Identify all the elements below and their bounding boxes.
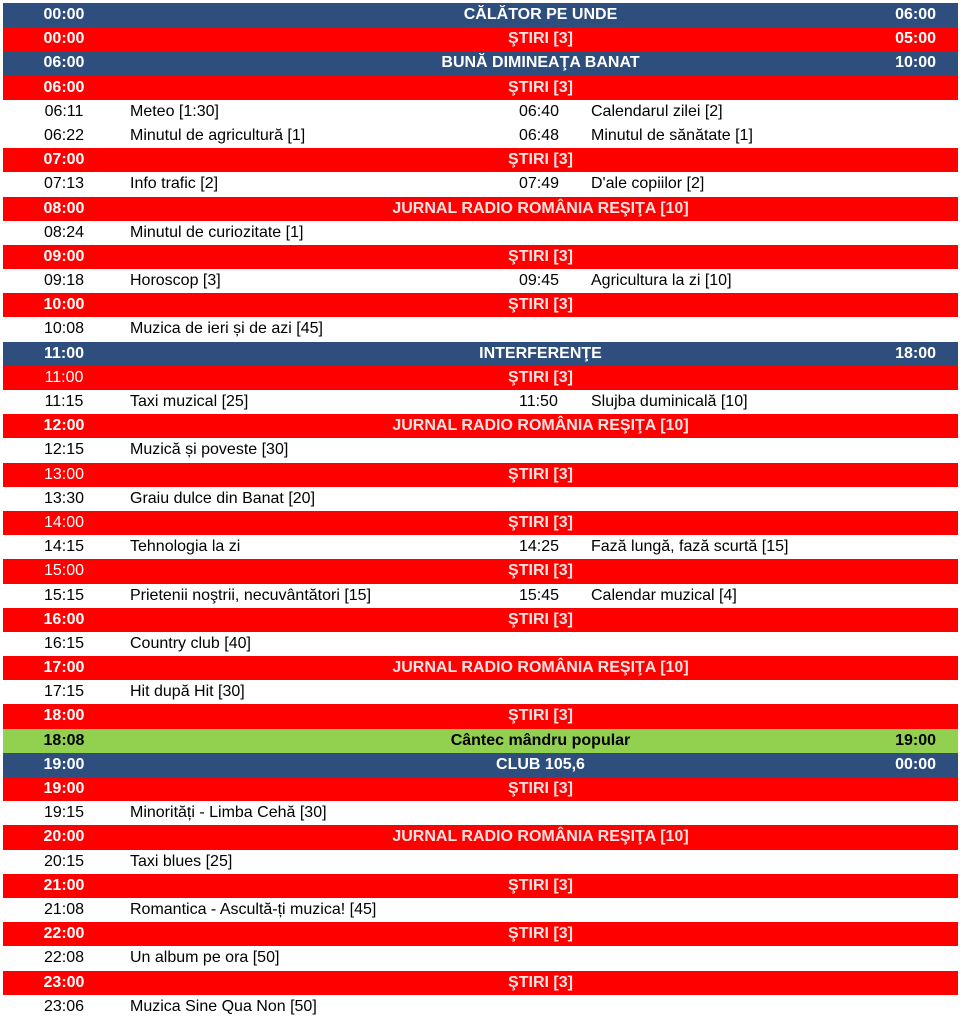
show-title: ŞTIRI [3]	[508, 973, 573, 991]
start-time: 00:00	[43, 30, 85, 48]
item-title: Country club [40]	[130, 634, 251, 652]
item-title-second: Agricultura la zi [10]	[591, 272, 732, 290]
program-item-row	[3, 124, 958, 148]
item-time: 06:22	[43, 126, 85, 144]
news-block-row	[3, 874, 958, 898]
item-time-second: 09:45	[519, 272, 560, 290]
start-time: 12:00	[43, 417, 85, 435]
show-title: Cântec mândru popular	[450, 731, 631, 749]
item-time: 22:08	[43, 949, 85, 967]
news-block-row	[3, 293, 958, 317]
item-time-second: 14:25	[519, 538, 560, 556]
program-item-row	[3, 850, 958, 874]
news-block-row	[3, 76, 958, 100]
item-title: Taxi blues [25]	[130, 852, 233, 870]
show-header-row	[3, 3, 958, 27]
start-time: 20:00	[43, 828, 85, 846]
start-time: 09:00	[43, 247, 85, 265]
news-block-row	[3, 366, 958, 390]
item-title: Minutul de curiozitate [1]	[130, 223, 304, 241]
show-title: BUNĂ DIMINEAŢA BANAT	[441, 54, 640, 72]
news-block-row	[3, 559, 958, 583]
show-title: ŞTIRI [3]	[508, 513, 573, 531]
start-time: 22:00	[43, 925, 85, 943]
start-time: 17:00	[43, 659, 85, 677]
item-time: 17:15	[43, 683, 85, 701]
show-title: JURNAL RADIO ROMÂNIA REŞIŢA [10]	[392, 417, 689, 435]
show-header-row	[3, 729, 958, 753]
program-item-row	[3, 487, 958, 511]
item-title: Graiu dulce din Banat [20]	[130, 489, 316, 507]
program-item-row	[3, 632, 958, 656]
item-time: 08:24	[43, 223, 85, 241]
show-title: ŞTIRI [3]	[508, 562, 573, 580]
news-block-row	[3, 463, 958, 487]
program-item-row	[3, 946, 958, 970]
program-item-row	[3, 438, 958, 462]
start-time: 19:00	[43, 755, 85, 773]
item-time-second: 06:40	[519, 102, 560, 120]
item-title: Meteo [1:30]	[130, 102, 219, 120]
item-time: 06:11	[44, 102, 84, 120]
show-header-row	[3, 342, 958, 366]
start-time: 18:08	[43, 731, 85, 749]
show-title: JURNAL RADIO ROMÂNIA REŞIŢA [10]	[392, 828, 689, 846]
end-time: 06:00	[895, 6, 936, 23]
news-block-row	[3, 608, 958, 632]
item-time: 23:06	[43, 997, 85, 1015]
item-title-second: Calendar muzical [4]	[591, 586, 737, 604]
show-title: ŞTIRI [3]	[508, 707, 573, 725]
show-title: ŞTIRI [3]	[508, 368, 573, 386]
start-time: 06:00	[43, 54, 85, 72]
item-title: Tehnologia la zi	[130, 538, 241, 556]
item-time-second: 11:50	[519, 393, 558, 410]
show-title: ŞTIRI [3]	[508, 30, 573, 48]
end-time: 05:00	[895, 30, 936, 48]
show-header-row	[3, 753, 958, 777]
program-item-row	[3, 269, 958, 293]
item-title: Minutul de agricultură [1]	[130, 126, 306, 144]
news-block-row	[3, 922, 958, 946]
item-time: 11:15	[44, 393, 84, 410]
news-block-row	[3, 148, 958, 172]
news-block-row	[3, 656, 958, 680]
news-block-row	[3, 27, 958, 51]
item-time-second: 15:45	[519, 586, 560, 604]
item-time: 14:15	[43, 538, 85, 556]
item-title: Horoscop [3]	[130, 272, 221, 290]
show-title: ŞTIRI [3]	[508, 151, 573, 169]
start-time: 15:00	[43, 562, 85, 580]
item-title: Prietenii noştrii, necuvântători [15]	[130, 586, 372, 604]
item-time: 07:13	[43, 175, 85, 193]
show-title: JURNAL RADIO ROMÂNIA REŞIŢA [10]	[392, 659, 689, 677]
item-time: 21:08	[43, 900, 85, 918]
show-title: CLUB 105,6	[496, 755, 585, 773]
item-time: 20:15	[43, 852, 85, 870]
show-title: JURNAL RADIO ROMÂNIA REŞIŢA [10]	[392, 199, 689, 217]
item-title-second: Minutul de sănătate [1]	[591, 126, 753, 144]
item-title: Romantica - Ascultă-ți muzica! [45]	[130, 900, 377, 918]
program-item-row	[3, 995, 958, 1019]
program-item-row	[3, 317, 958, 341]
start-time: 21:00	[43, 876, 85, 894]
show-title: ŞTIRI [3]	[508, 78, 573, 96]
program-item-row	[3, 172, 958, 196]
item-time: 10:08	[43, 320, 85, 338]
show-title: ŞTIRI [3]	[508, 247, 573, 265]
item-time: 15:15	[43, 586, 85, 604]
news-block-row	[3, 777, 958, 801]
end-time: 19:00	[895, 731, 936, 749]
start-time: 11:00	[44, 368, 84, 386]
item-title: Muzica de ieri și de azi [45]	[130, 320, 323, 338]
show-title: ŞTIRI [3]	[508, 876, 573, 894]
start-time: 13:00	[43, 465, 85, 483]
item-title: Taxi muzical [25]	[130, 393, 249, 410]
end-time: 00:00	[895, 755, 936, 773]
item-title-second: Fază lungă, fază scurtă [15]	[591, 538, 789, 556]
start-time: 08:00	[43, 199, 85, 217]
item-time: 19:15	[43, 804, 85, 822]
start-time: 16:00	[43, 610, 85, 628]
start-time: 19:00	[43, 780, 85, 797]
start-time: 18:00	[43, 707, 85, 725]
show-title: ŞTIRI [3]	[508, 296, 573, 314]
news-block-row	[3, 825, 958, 849]
program-item-row	[3, 390, 958, 414]
item-time: 09:18	[43, 272, 85, 290]
program-schedule	[3, 3, 958, 1019]
program-item-row	[3, 535, 958, 559]
item-title: Info trafic [2]	[130, 175, 219, 193]
item-title: Hit după Hit [30]	[130, 683, 245, 701]
program-item-row	[3, 221, 958, 245]
show-title: CĂLĂTOR PE UNDE	[463, 6, 618, 23]
end-time: 10:00	[895, 54, 936, 72]
item-time: 13:30	[43, 489, 85, 507]
item-title-second: D'ale copiilor [2]	[591, 175, 705, 193]
news-block-row	[3, 971, 958, 995]
show-title: INTERFERENŢE	[479, 344, 602, 362]
show-title: ŞTIRI [3]	[508, 610, 573, 628]
program-item-row	[3, 584, 958, 608]
show-title: ŞTIRI [3]	[508, 925, 573, 943]
start-time: 10:00	[43, 296, 85, 314]
start-time: 14:00	[43, 513, 85, 531]
show-header-row	[3, 51, 958, 75]
start-time: 07:00	[43, 151, 85, 169]
program-item-row	[3, 898, 958, 922]
program-item-row	[3, 100, 958, 124]
news-block-row	[3, 704, 958, 728]
item-time: 12:15	[43, 441, 85, 459]
item-title: Muzica Sine Qua Non [50]	[130, 997, 317, 1015]
start-time: 06:00	[43, 78, 85, 96]
start-time: 23:00	[43, 973, 85, 991]
program-item-row	[3, 801, 958, 825]
start-time: 11:00	[43, 344, 85, 362]
item-time-second: 06:48	[519, 126, 560, 144]
program-item-row	[3, 680, 958, 704]
news-block-row	[3, 511, 958, 535]
item-title: Un album pe ora [50]	[130, 949, 280, 967]
end-time: 18:00	[895, 344, 936, 362]
item-title: Minorități - Limba Cehă [30]	[130, 804, 327, 822]
news-block-row	[3, 245, 958, 269]
item-time-second: 07:49	[519, 175, 560, 193]
show-title: ŞTIRI [3]	[508, 465, 573, 483]
item-title: Muzică și poveste [30]	[130, 441, 289, 459]
item-title-second: Slujba duminicală [10]	[591, 393, 748, 410]
show-title: ŞTIRI [3]	[508, 780, 573, 797]
item-title-second: Calendarul zilei [2]	[591, 102, 723, 120]
start-time: 00:00	[43, 6, 85, 23]
item-time: 16:15	[43, 634, 85, 652]
news-block-row	[3, 414, 958, 438]
news-block-row	[3, 197, 958, 221]
